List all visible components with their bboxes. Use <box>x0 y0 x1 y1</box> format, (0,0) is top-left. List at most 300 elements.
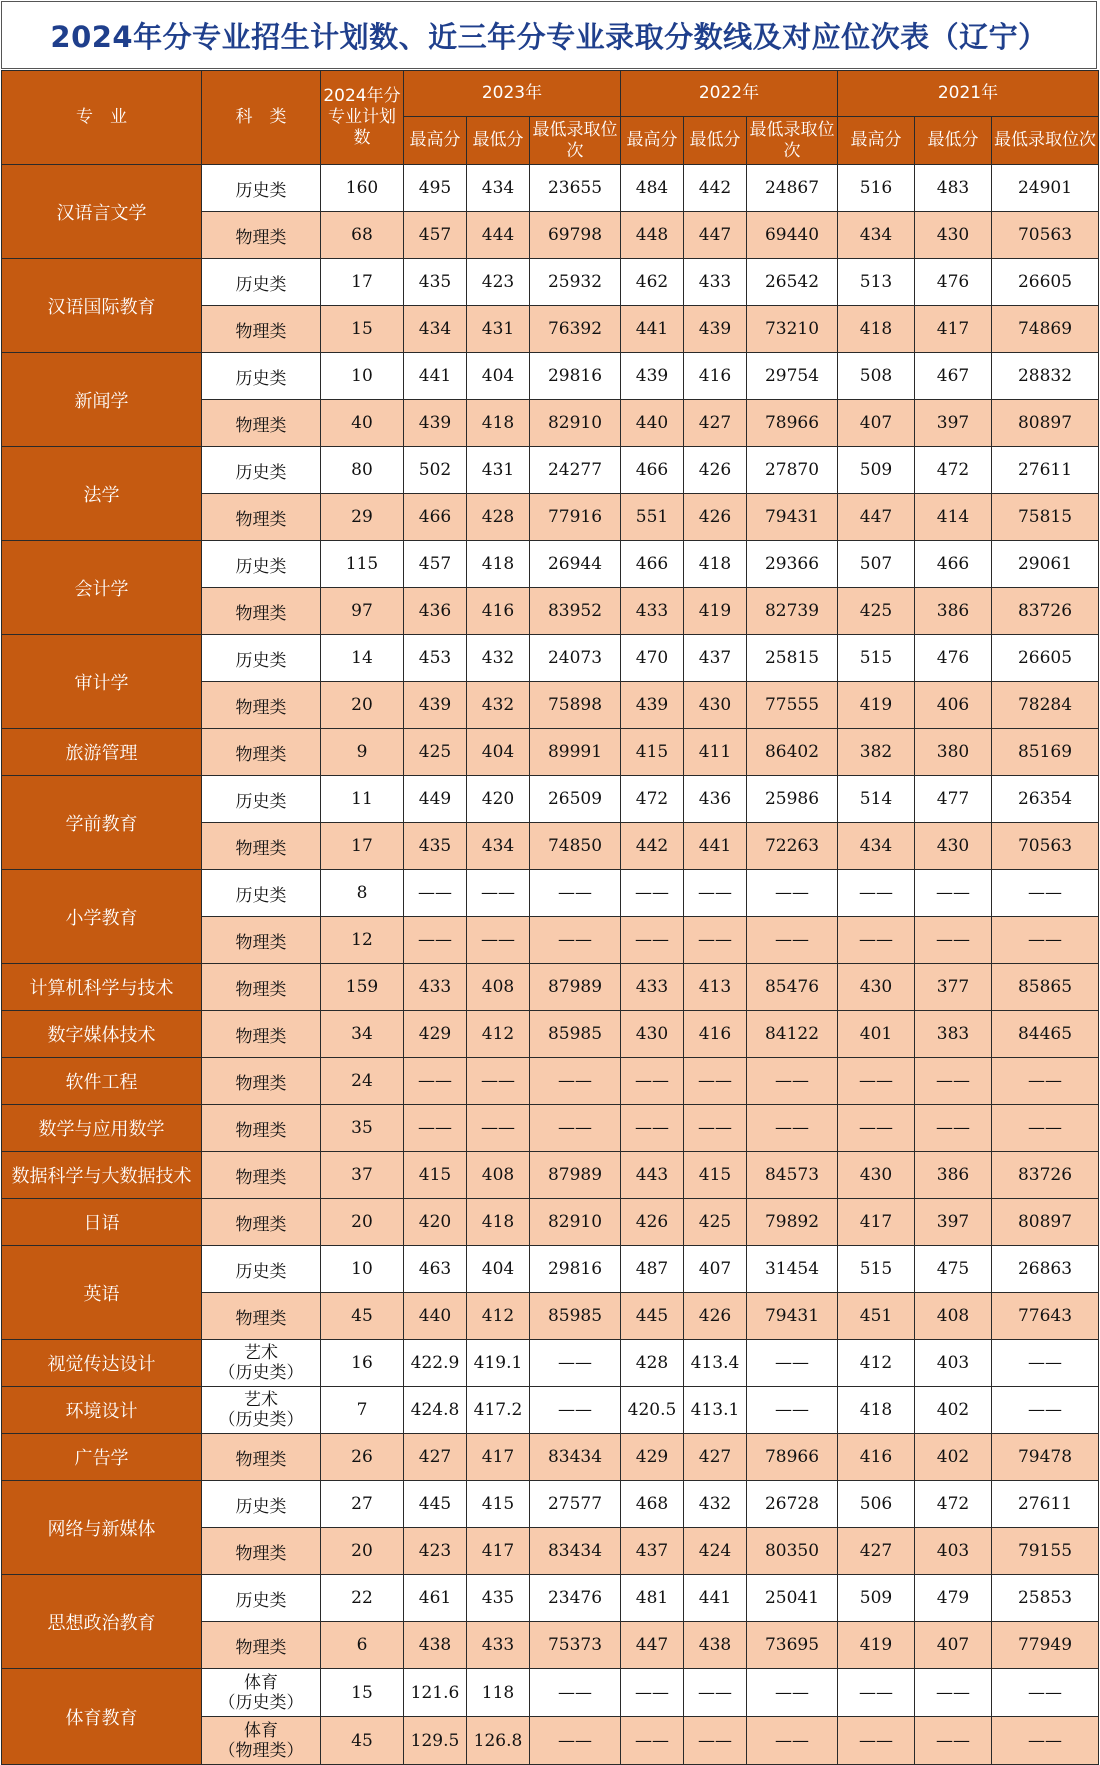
score-cell: 427 <box>838 1528 915 1575</box>
score-cell: —— <box>404 1058 467 1105</box>
category-cell: 物理类 <box>202 400 321 447</box>
plan-cell: 26 <box>321 1434 404 1481</box>
score-cell: 80897 <box>992 1199 1099 1246</box>
score-cell: 428 <box>467 494 530 541</box>
score-cell: 429 <box>621 1434 684 1481</box>
score-cell: 72263 <box>747 823 838 870</box>
score-cell: 75898 <box>530 682 621 729</box>
score-cell: —— <box>530 1105 621 1152</box>
score-cell: 29366 <box>747 541 838 588</box>
score-cell: —— <box>915 1669 992 1717</box>
header-year-2022: 2022年 <box>621 71 838 117</box>
plan-cell: 7 <box>321 1387 404 1434</box>
plan-cell: 15 <box>321 1669 404 1717</box>
score-cell: —— <box>467 870 530 917</box>
score-cell: 404 <box>467 729 530 776</box>
plan-cell: 159 <box>321 964 404 1011</box>
score-cell: 422.9 <box>404 1340 467 1387</box>
major-name: 汉语国际教育 <box>2 259 202 353</box>
score-cell: 70563 <box>992 212 1099 259</box>
category-cell: 物理类 <box>202 588 321 635</box>
score-cell: —— <box>530 1340 621 1387</box>
score-cell: 75373 <box>530 1622 621 1669</box>
score-cell: 23655 <box>530 165 621 212</box>
score-cell: 476 <box>915 635 992 682</box>
score-cell: 383 <box>915 1011 992 1058</box>
score-cell: —— <box>992 1340 1099 1387</box>
score-cell: 433 <box>621 588 684 635</box>
score-cell: 432 <box>684 1481 747 1528</box>
category-cell: 物理类 <box>202 306 321 353</box>
category-line-2: （历史类） <box>218 1692 304 1713</box>
score-cell: 509 <box>838 1575 915 1622</box>
header-category: 科 类 <box>202 71 321 165</box>
table-row <box>2 1575 1099 1622</box>
score-cell: 513 <box>838 259 915 306</box>
score-cell: 76392 <box>530 306 621 353</box>
score-cell: 418 <box>467 400 530 447</box>
score-cell: 442 <box>684 165 747 212</box>
score-cell: —— <box>838 870 915 917</box>
score-cell: 418 <box>467 1199 530 1246</box>
score-cell: 420 <box>404 1199 467 1246</box>
score-cell: 26728 <box>747 1481 838 1528</box>
category-cell <box>202 1387 321 1434</box>
score-cell: 86402 <box>747 729 838 776</box>
score-cell: 382 <box>838 729 915 776</box>
score-cell: 70563 <box>992 823 1099 870</box>
plan-cell: 37 <box>321 1152 404 1199</box>
score-cell: 481 <box>621 1575 684 1622</box>
header-min-2022: 最低分 <box>684 117 747 165</box>
score-cell: 404 <box>467 1246 530 1293</box>
score-cell: 397 <box>915 1199 992 1246</box>
table-row <box>2 1199 1099 1246</box>
score-cell: 425 <box>404 729 467 776</box>
score-cell: 437 <box>684 635 747 682</box>
plan-cell: 115 <box>321 541 404 588</box>
major-name: 会计学 <box>2 541 202 635</box>
category-cell: 历史类 <box>202 1575 321 1622</box>
major-name: 审计学 <box>2 635 202 729</box>
category-cell: 历史类 <box>202 447 321 494</box>
score-cell: 26542 <box>747 259 838 306</box>
score-cell: 412 <box>467 1011 530 1058</box>
score-cell: 432 <box>467 635 530 682</box>
score-cell: 472 <box>915 447 992 494</box>
table-row <box>2 259 1099 306</box>
score-cell: 431 <box>467 447 530 494</box>
category-cell: 物理类 <box>202 1058 321 1105</box>
score-cell: 419 <box>838 1622 915 1669</box>
score-cell: 84122 <box>747 1011 838 1058</box>
table-row <box>2 353 1099 400</box>
score-cell: 509 <box>838 447 915 494</box>
score-cell: 78284 <box>992 682 1099 729</box>
plan-cell: 10 <box>321 1246 404 1293</box>
score-cell: 402 <box>915 1387 992 1434</box>
score-cell: 457 <box>404 212 467 259</box>
plan-cell: 16 <box>321 1340 404 1387</box>
score-cell: —— <box>992 1387 1099 1434</box>
score-cell: 129.5 <box>404 1717 467 1765</box>
score-cell: 83434 <box>530 1528 621 1575</box>
score-cell: 427 <box>404 1434 467 1481</box>
score-cell: 516 <box>838 165 915 212</box>
score-cell: 440 <box>621 400 684 447</box>
plan-cell: 160 <box>321 165 404 212</box>
score-cell: 79431 <box>747 1293 838 1340</box>
score-cell: 73695 <box>747 1622 838 1669</box>
score-cell: 419.1 <box>467 1340 530 1387</box>
score-cell: —— <box>915 1105 992 1152</box>
category-line-1: 体育 <box>244 1720 278 1741</box>
score-cell: 418 <box>684 541 747 588</box>
score-cell: 434 <box>838 212 915 259</box>
score-cell: 417 <box>467 1528 530 1575</box>
plan-cell: 35 <box>321 1105 404 1152</box>
score-cell: 417 <box>838 1199 915 1246</box>
score-cell: 425 <box>838 588 915 635</box>
score-cell: —— <box>838 1669 915 1717</box>
score-cell: —— <box>684 1058 747 1105</box>
score-cell: 412 <box>838 1340 915 1387</box>
score-cell: 89991 <box>530 729 621 776</box>
score-cell: 407 <box>684 1246 747 1293</box>
category-cell: 物理类 <box>202 1528 321 1575</box>
score-cell: 462 <box>621 259 684 306</box>
table-row <box>2 1340 1099 1387</box>
score-cell: 551 <box>621 494 684 541</box>
score-cell: 430 <box>684 682 747 729</box>
score-cell: 25041 <box>747 1575 838 1622</box>
score-cell: 416 <box>684 1011 747 1058</box>
score-cell: —— <box>530 1669 621 1717</box>
score-cell: —— <box>404 1105 467 1152</box>
score-cell: 431 <box>467 306 530 353</box>
score-cell: 417 <box>915 306 992 353</box>
category-cell <box>202 1669 321 1717</box>
major-name: 新闻学 <box>2 353 202 447</box>
score-cell: 441 <box>684 823 747 870</box>
score-cell: —— <box>747 917 838 964</box>
plan-cell: 9 <box>321 729 404 776</box>
score-cell: 401 <box>838 1011 915 1058</box>
score-cell: —— <box>467 917 530 964</box>
score-cell: 438 <box>684 1622 747 1669</box>
score-cell: 413.4 <box>684 1340 747 1387</box>
score-cell: 472 <box>621 776 684 823</box>
score-cell: 466 <box>621 541 684 588</box>
table-row <box>2 447 1099 494</box>
score-cell: 74850 <box>530 823 621 870</box>
score-cell: 426 <box>684 1293 747 1340</box>
score-cell: 69798 <box>530 212 621 259</box>
score-cell: 508 <box>838 353 915 400</box>
score-cell: 495 <box>404 165 467 212</box>
score-cell: 75815 <box>992 494 1099 541</box>
score-cell: 74869 <box>992 306 1099 353</box>
score-cell: 415 <box>621 729 684 776</box>
admission-table <box>1 70 1099 1765</box>
score-cell: 427 <box>684 1434 747 1481</box>
score-cell: 447 <box>621 1622 684 1669</box>
score-cell: 483 <box>915 165 992 212</box>
score-cell: —— <box>747 1387 838 1434</box>
score-cell: —— <box>684 1105 747 1152</box>
plan-cell: 22 <box>321 1575 404 1622</box>
score-cell: —— <box>684 1669 747 1717</box>
score-cell: 82910 <box>530 1199 621 1246</box>
score-cell: 475 <box>915 1246 992 1293</box>
score-cell: —— <box>992 1669 1099 1717</box>
score-cell: 77916 <box>530 494 621 541</box>
score-cell: 25815 <box>747 635 838 682</box>
table-row <box>2 1246 1099 1293</box>
score-cell: 434 <box>467 823 530 870</box>
score-cell: 73210 <box>747 306 838 353</box>
score-cell: 85476 <box>747 964 838 1011</box>
score-cell: —— <box>992 917 1099 964</box>
header-max-2021: 最高分 <box>838 117 915 165</box>
score-cell: 27577 <box>530 1481 621 1528</box>
score-cell: —— <box>684 1717 747 1765</box>
score-cell: —— <box>915 870 992 917</box>
plan-cell: 20 <box>321 1199 404 1246</box>
major-name: 数据科学与大数据技术 <box>2 1152 202 1199</box>
score-cell: 476 <box>915 259 992 306</box>
major-name: 英语 <box>2 1246 202 1340</box>
score-cell: 432 <box>467 682 530 729</box>
score-cell: —— <box>992 1105 1099 1152</box>
score-cell: 25853 <box>992 1575 1099 1622</box>
score-cell: —— <box>621 917 684 964</box>
score-cell: 85985 <box>530 1011 621 1058</box>
score-cell: 429 <box>404 1011 467 1058</box>
table-row <box>2 165 1099 212</box>
score-cell: 416 <box>467 588 530 635</box>
score-cell: 417 <box>467 1434 530 1481</box>
score-cell: 415 <box>404 1152 467 1199</box>
score-cell: 25932 <box>530 259 621 306</box>
score-cell: 453 <box>404 635 467 682</box>
plan-cell: 29 <box>321 494 404 541</box>
score-cell: 430 <box>915 823 992 870</box>
category-line-2: （物理类） <box>218 1740 304 1761</box>
category-cell: 历史类 <box>202 1246 321 1293</box>
score-cell: 434 <box>467 165 530 212</box>
score-cell: 84465 <box>992 1011 1099 1058</box>
category-line-1: 体育 <box>244 1672 278 1693</box>
category-cell: 物理类 <box>202 1152 321 1199</box>
category-line-2: （历史类） <box>218 1363 304 1383</box>
score-cell: —— <box>838 1058 915 1105</box>
score-cell: 435 <box>404 259 467 306</box>
score-cell: 428 <box>621 1340 684 1387</box>
score-cell: 437 <box>621 1528 684 1575</box>
score-cell: 414 <box>915 494 992 541</box>
score-cell: 85985 <box>530 1293 621 1340</box>
table-row <box>2 1481 1099 1528</box>
category-cell: 历史类 <box>202 776 321 823</box>
score-cell: 407 <box>838 400 915 447</box>
category-cell: 物理类 <box>202 494 321 541</box>
score-cell: 29816 <box>530 1246 621 1293</box>
category-cell <box>202 1340 321 1387</box>
major-name: 广告学 <box>2 1434 202 1481</box>
score-cell: 479 <box>915 1575 992 1622</box>
score-cell: —— <box>838 1717 915 1765</box>
score-cell: 83726 <box>992 588 1099 635</box>
table-row <box>2 964 1099 1011</box>
category-line-1: 艺术 <box>244 1343 278 1363</box>
score-cell: 506 <box>838 1481 915 1528</box>
major-name: 小学教育 <box>2 870 202 964</box>
score-cell: 439 <box>621 682 684 729</box>
score-cell: —— <box>992 870 1099 917</box>
score-cell: 25986 <box>747 776 838 823</box>
score-cell: 430 <box>915 212 992 259</box>
category-cell: 物理类 <box>202 1434 321 1481</box>
score-cell: 435 <box>404 823 467 870</box>
score-cell: —— <box>530 1387 621 1434</box>
category-cell: 历史类 <box>202 165 321 212</box>
score-cell: 424 <box>684 1528 747 1575</box>
major-name: 日语 <box>2 1199 202 1246</box>
major-name: 数字媒体技术 <box>2 1011 202 1058</box>
plan-cell: 14 <box>321 635 404 682</box>
table-row <box>2 635 1099 682</box>
score-cell: 515 <box>838 1246 915 1293</box>
category-cell: 物理类 <box>202 729 321 776</box>
plan-cell: 27 <box>321 1481 404 1528</box>
score-cell: 87989 <box>530 964 621 1011</box>
category-cell: 物理类 <box>202 964 321 1011</box>
category-line-1: 艺术 <box>244 1390 278 1410</box>
score-cell: 78966 <box>747 400 838 447</box>
major-name: 网络与新媒体 <box>2 1481 202 1575</box>
category-cell: 物理类 <box>202 823 321 870</box>
score-cell: 79478 <box>992 1434 1099 1481</box>
table-row <box>2 870 1099 917</box>
score-cell: 443 <box>621 1152 684 1199</box>
category-cell: 物理类 <box>202 212 321 259</box>
major-name: 旅游管理 <box>2 729 202 776</box>
score-cell: 484 <box>621 165 684 212</box>
score-cell: 435 <box>467 1575 530 1622</box>
table-row <box>2 729 1099 776</box>
header-rank-2022: 最低录取位次 <box>747 117 838 165</box>
score-cell: 451 <box>838 1293 915 1340</box>
plan-cell: 45 <box>321 1717 404 1765</box>
score-cell: 27611 <box>992 1481 1099 1528</box>
score-cell: 403 <box>915 1340 992 1387</box>
header-plan-2024: 2024年分专业计划数 <box>321 71 404 165</box>
table-row <box>2 1105 1099 1152</box>
score-cell: 84573 <box>747 1152 838 1199</box>
plan-cell: 80 <box>321 447 404 494</box>
score-cell: 77555 <box>747 682 838 729</box>
score-cell: 24867 <box>747 165 838 212</box>
score-cell: —— <box>530 1717 621 1765</box>
category-cell: 历史类 <box>202 870 321 917</box>
score-cell: 26605 <box>992 259 1099 306</box>
header-rank-2021: 最低录取位次 <box>992 117 1099 165</box>
score-cell: 472 <box>915 1481 992 1528</box>
score-cell: 430 <box>838 964 915 1011</box>
header-max-2023: 最高分 <box>404 117 467 165</box>
plan-cell: 20 <box>321 1528 404 1575</box>
score-cell: 418 <box>467 541 530 588</box>
score-cell: 438 <box>404 1622 467 1669</box>
score-cell: 466 <box>404 494 467 541</box>
score-cell: —— <box>404 917 467 964</box>
score-cell: 507 <box>838 541 915 588</box>
score-cell: 423 <box>467 259 530 306</box>
major-name: 计算机科学与技术 <box>2 964 202 1011</box>
score-cell: 430 <box>838 1152 915 1199</box>
header-year-2021: 2021年 <box>838 71 1099 117</box>
score-cell: 415 <box>467 1481 530 1528</box>
score-cell: 406 <box>915 682 992 729</box>
score-cell: 413.1 <box>684 1387 747 1434</box>
score-cell: 28832 <box>992 353 1099 400</box>
score-cell: 82739 <box>747 588 838 635</box>
score-cell: 83726 <box>992 1152 1099 1199</box>
category-cell: 物理类 <box>202 1011 321 1058</box>
table-row <box>2 1669 1099 1717</box>
score-cell: 26863 <box>992 1246 1099 1293</box>
score-cell: 433 <box>404 964 467 1011</box>
score-cell: —— <box>915 917 992 964</box>
major-name: 法学 <box>2 447 202 541</box>
category-cell: 历史类 <box>202 541 321 588</box>
score-cell: 424.8 <box>404 1387 467 1434</box>
score-cell: 434 <box>838 823 915 870</box>
score-cell: 466 <box>621 447 684 494</box>
score-cell: —— <box>467 1058 530 1105</box>
score-cell: 515 <box>838 635 915 682</box>
score-cell: 477 <box>915 776 992 823</box>
score-cell: 468 <box>621 1481 684 1528</box>
score-cell: 126.8 <box>467 1717 530 1765</box>
score-cell: 78966 <box>747 1434 838 1481</box>
score-cell: 85865 <box>992 964 1099 1011</box>
score-cell: 404 <box>467 353 530 400</box>
category-cell: 物理类 <box>202 682 321 729</box>
score-cell: 447 <box>838 494 915 541</box>
category-cell: 物理类 <box>202 917 321 964</box>
score-cell: —— <box>684 870 747 917</box>
table-row <box>2 541 1099 588</box>
table-row <box>2 1058 1099 1105</box>
category-cell: 历史类 <box>202 259 321 306</box>
score-cell: 420.5 <box>621 1387 684 1434</box>
score-cell: 80350 <box>747 1528 838 1575</box>
plan-cell: 20 <box>321 682 404 729</box>
major-name: 体育教育 <box>2 1669 202 1765</box>
score-cell: 413 <box>684 964 747 1011</box>
header-rank-2023: 最低录取位次 <box>530 117 621 165</box>
score-cell: —— <box>747 1058 838 1105</box>
score-cell: 502 <box>404 447 467 494</box>
score-cell: 467 <box>915 353 992 400</box>
score-cell: 470 <box>621 635 684 682</box>
score-cell: 118 <box>467 1669 530 1717</box>
score-cell: —— <box>838 1105 915 1152</box>
table-row <box>2 776 1099 823</box>
score-cell: 80897 <box>992 400 1099 447</box>
